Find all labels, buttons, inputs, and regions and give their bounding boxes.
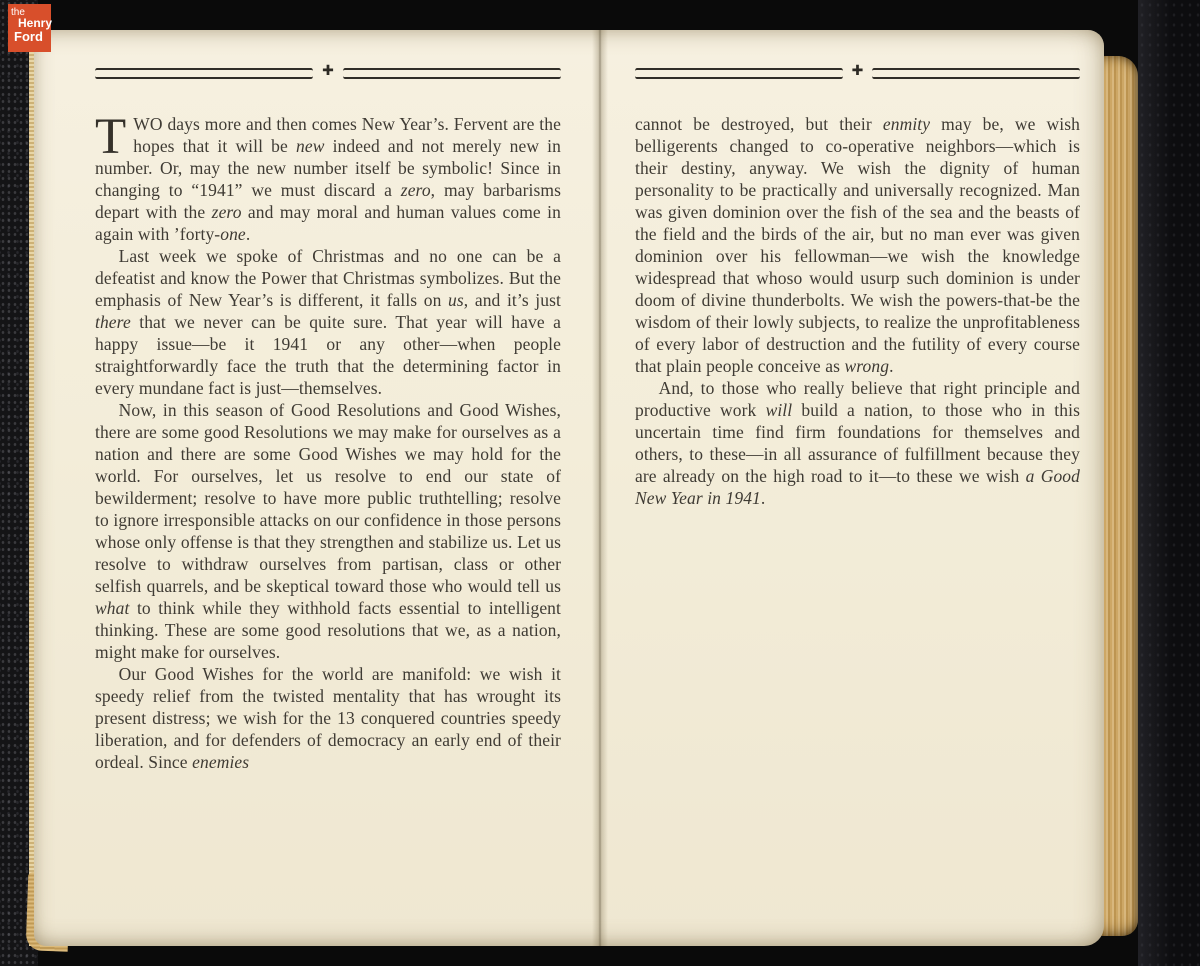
logo-the: the [11, 7, 25, 18]
page-spread [34, 30, 1104, 946]
double-rule [872, 68, 1080, 79]
paragraph: TWO days more and then comes New Year’s. Fervent are the hopes that it will be new indeed and not merely new in number. Or, may the new number itself be symbolic! Since in changing to “1941” we must discard a zero, may barbarisms depart with the zero and may moral and human values come in again with ’forty-one. [95, 109, 561, 244]
book-cover-right [1138, 0, 1200, 966]
paragraph: cannot be destroyed, but their enmity may be, we wish belligerents changed to co-operative neighbors—which is their destiny, anyway. We wish the dignity of human personality to be practically and universally recognized. Man was given dominion over the fish of the sea and the beasts of the field and the birds of the air, but no man ever was given dominion over his fellowman—we wish the knowledge widespread that whoso would usurp such dominion is under doom of divine thunderbolts. We wish the powers-that-be the wisdom of their lowly subjects, to realize the unprofitableness of every labor of destruction and the futility of every course that plain people conceive as wrong. [635, 114, 1080, 376]
double-rule [95, 68, 313, 79]
logo-henry: Henry [18, 16, 53, 30]
cross-ornament-icon: ✚ [322, 64, 334, 79]
paragraph: Now, in this season of Good Resolutions and Good Wishes, there are some good Resolutions we may make for ourselves as a nation and there are some Good Wishes we may hold for the world. For ourselves, let us resolve to end our state of bewilderment; resolve to have more public truthtelling; resolve to ignore irresponsible attacks on our confidence in those persons whose only offense is that they strengthen and stabilize us. Let us resolve to withdraw ourselves from partisan, class or other selfish quarrels, and be skeptical toward those who would tell us what to think while they withhold facts essential to intelligent thinking. These are some good resolutions that we, as a nation, might make for ourselves. [95, 400, 561, 662]
logo-ford: Ford [14, 29, 43, 44]
left-page-text [95, 109, 561, 773]
paragraph: Last week we spoke of Christmas and no one can be a defeatist and know the Power that Christmas symbolizes. But the emphasis of New Year’s is different, it falls on us, and it’s just there that we never can be quite sure. That year will have a happy issue—be it 1941 or any other—when people straightforwardly face the truth that the determining factor in every mundane fact is just—themselves. [95, 246, 561, 398]
drop-cap: T [95, 109, 127, 165]
right-page [635, 66, 1080, 509]
left-page [95, 66, 561, 773]
cross-ornament-icon: ✚ [851, 64, 864, 79]
right-page-text [635, 113, 1080, 509]
double-rule [343, 68, 561, 79]
header-ornament [635, 66, 1080, 80]
paragraph: Our Good Wishes for the world are manifold: we wish it speedy relief from the twisted mentality that has wrought its present distress; we wish for the 13 conquered countries speedy liberation, and for defenders of democracy an early end of their ordeal. Since enemies [95, 664, 561, 772]
paragraph: And, to those who really believe that right principle and productive work will build a nation, to those who in this uncertain time find firm foundations for themselves and others, to these—in all assurance of fulfillment because they are already on the high road to it—to these we wish a Good New Year in 1941. [635, 378, 1080, 508]
henry-ford-logo [8, 4, 51, 52]
gutter-shadow [592, 30, 608, 946]
header-ornament [95, 66, 561, 80]
double-rule [635, 68, 843, 79]
